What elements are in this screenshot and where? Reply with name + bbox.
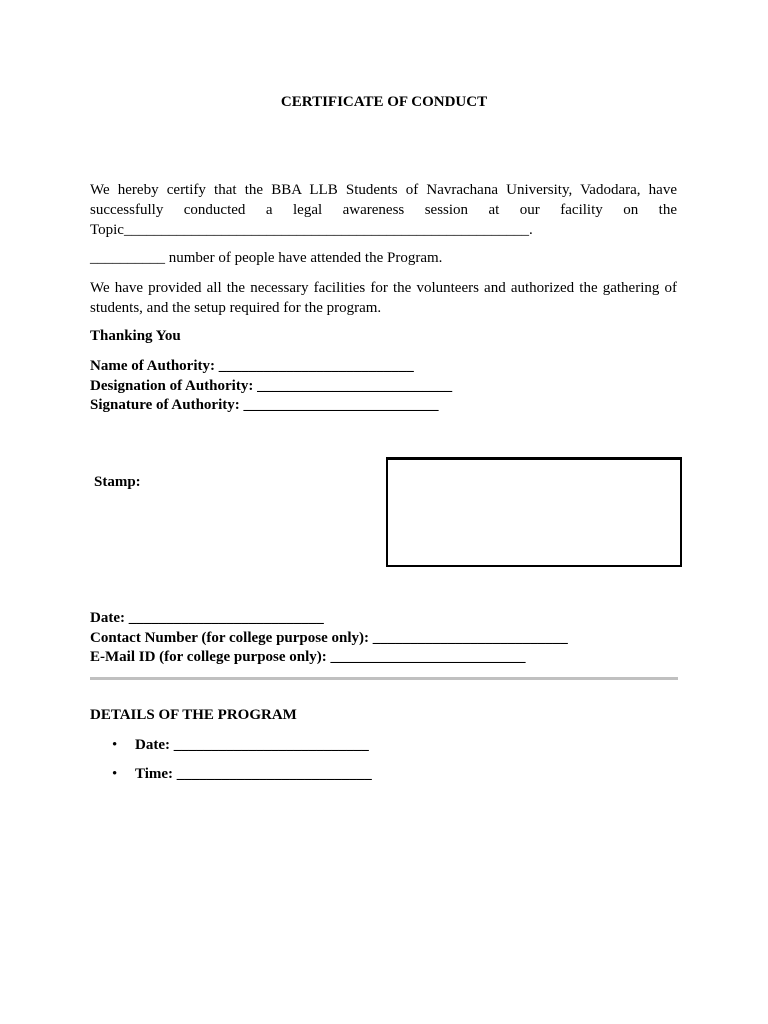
bullet-icon: • — [112, 766, 118, 782]
authority-designation-field: Designation of Authority: __________________________ — [90, 377, 453, 394]
contact-block — [90, 609, 568, 668]
document-title: CERTIFICATE OF CONDUCT — [280, 94, 488, 110]
list-item — [90, 736, 650, 765]
authority-block — [90, 357, 452, 416]
authority-name-field: Name of Authority: __________________________ — [90, 358, 414, 374]
authority-signature-field: Signature of Authority: __________________________ — [90, 397, 439, 413]
email-field: E-Mail ID (for college purpose only): __________________________ — [90, 649, 526, 665]
section-divider — [90, 677, 678, 680]
attendees-line: __________ number of people have attended the Program. — [90, 250, 443, 266]
program-time-field: Time: __________________________ — [135, 766, 372, 782]
contact-number-field: Contact Number (for college purpose only): __________________________ — [90, 629, 568, 646]
thanks-line: Thanking You — [90, 328, 181, 344]
date-field: Date: __________________________ — [90, 610, 324, 626]
program-details-heading: DETAILS OF THE PROGRAM — [90, 707, 297, 723]
program-details-list — [90, 736, 650, 794]
list-item — [90, 765, 650, 794]
stamp-box — [386, 457, 682, 567]
intro-paragraph: We hereby certify that the BBA LLB Students of Navrachana University, Vadodara, have successfully conducted a legal awareness session at our facility on the Topic______________________________________________________. — [90, 182, 677, 238]
bullet-icon: • — [112, 737, 118, 753]
facilities-paragraph: We have provided all the necessary facilities for the volunteers and authorized the gathering of students, and the setup required for the program. — [90, 280, 677, 316]
program-date-field: Date: __________________________ — [135, 737, 369, 753]
stamp-label: Stamp: — [94, 474, 141, 490]
